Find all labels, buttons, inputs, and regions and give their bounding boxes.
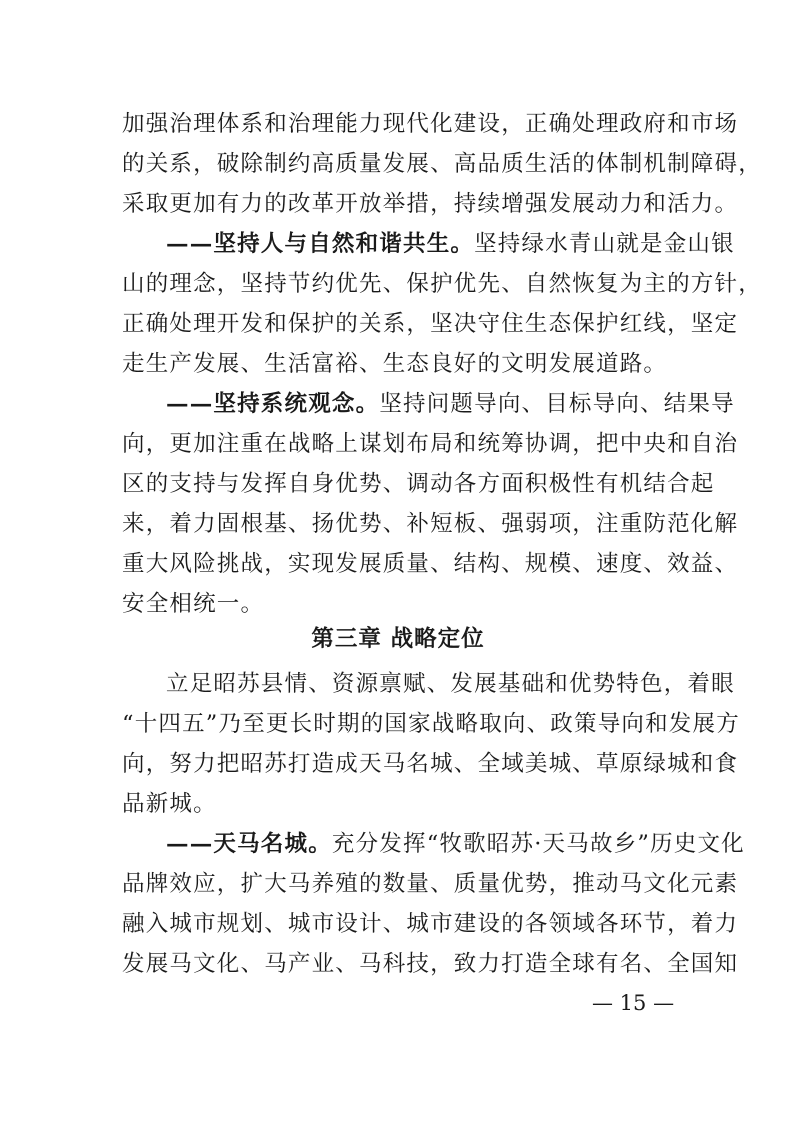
- text-line: 融入城市规划、城市设计、城市建设的各领域各环节，着力: [122, 911, 739, 937]
- text-line: 区的支持与发挥自身优势、调动各方面积极性有机结合起: [122, 471, 715, 497]
- paragraph-lead: ——天马名城。: [166, 831, 332, 857]
- text-line: 重大风险挑战，实现发展质量、结构、规模、速度、效益、: [122, 551, 739, 577]
- text-line: [166, 827, 745, 861]
- chapter-heading: 第三章 战略定位: [311, 626, 485, 652]
- text-span: 充分发挥“牧歌昭苏·天马故乡”历史文化: [331, 831, 745, 857]
- paragraph-lead: ——坚持系统观念。: [166, 391, 380, 417]
- text-line: 品牌效应，扩大马养殖的数量、质量优势，推动马文化元素: [122, 871, 739, 897]
- text-line: 加强治理体系和治理能力现代化建设，正确处理政府和市场: [122, 111, 739, 137]
- text-line: 来，着力固根基、扬优势、补短板、强弱项，注重防范化解: [122, 511, 739, 537]
- page-number: — 15 —: [592, 991, 675, 1015]
- text-line: 向，更加注重在战略上谋划布局和统筹协调，把中央和自治: [122, 431, 739, 457]
- text-line: [166, 227, 735, 261]
- text-line: 向，努力把昭苏打造成天马名城、全域美城、草原绿城和食: [122, 751, 739, 777]
- text-line: 安全相统一。: [122, 591, 265, 617]
- text-line: “十四五”乃至更长时期的国家战略取向、政策导向和发展方: [122, 711, 740, 737]
- text-line: [166, 387, 735, 421]
- text-line: 采取更加有力的改革开放举措，持续增强发展动力和活力。: [122, 191, 739, 217]
- text-line: 的关系，破除制约高质量发展、高品质生活的体制机制障碍，: [122, 151, 762, 177]
- paragraph-lead: ——坚持人与自然和谐共生。: [166, 231, 475, 257]
- text-line: 发展马文化、马产业、马科技，致力打造全球有名、全国知: [122, 951, 739, 977]
- text-line: 走生产发展、生活富裕、生态良好的文明发展道路。: [122, 351, 668, 377]
- text-span: 坚持绿水青山就是金山银: [474, 231, 735, 257]
- text-line: 立足昭苏县情、资源禀赋、发展基础和优势特色，着眼: [166, 671, 735, 697]
- text-line: 品新城。: [122, 791, 217, 817]
- text-span: 坚持问题导向、目标导向、结果导: [379, 391, 735, 417]
- text-line: 正确处理开发和保护的关系，坚决守住生态保护红线，坚定: [122, 311, 739, 337]
- text-line: 山的理念，坚持节约优先、保护优先、自然恢复为主的方针，: [122, 271, 762, 297]
